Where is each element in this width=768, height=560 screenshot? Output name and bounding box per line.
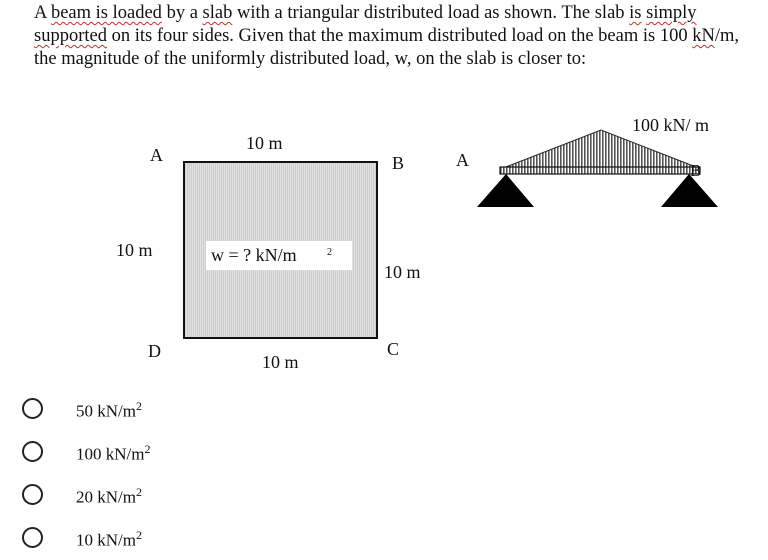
beam-end-a-label: A [456, 150, 469, 170]
slab-load-label: w = ? kN/m [211, 245, 297, 265]
support-a-icon [477, 174, 534, 207]
option-value: 50 kN/m [76, 401, 136, 421]
slab-corner-c-label: C [387, 339, 400, 359]
spellcheck-segment: simply supported [34, 3, 697, 46]
option-10[interactable] [22, 527, 282, 557]
spellcheck-segment: kN [692, 26, 715, 46]
option-label [76, 528, 142, 551]
radio-button-icon[interactable] [22, 484, 43, 505]
slab-corner-a-label: A [150, 145, 163, 165]
slab-right-dimension: 10 m [384, 262, 421, 282]
beam-end-b-label: B [690, 161, 702, 180]
beam-member [500, 167, 700, 174]
slab-left-dimension: 10 m [116, 240, 153, 260]
beam-max-load-label: 100 kN/ m [632, 115, 710, 135]
slab-load-exponent: 2 [327, 247, 332, 258]
option-exponent: 2 [135, 485, 142, 499]
radio-button-icon[interactable] [22, 398, 43, 419]
option-label [76, 399, 142, 422]
option-50[interactable] [22, 398, 282, 428]
radio-button-icon[interactable] [22, 441, 43, 462]
option-label [76, 485, 142, 508]
question-segment: by a [161, 3, 203, 23]
option-value: 20 kN/m [76, 487, 136, 507]
spellcheck-segment: is [629, 3, 642, 23]
question-segment: on its four sides. Given that the maximum distributed load on the beam is 100 [106, 26, 693, 46]
option-value: 10 kN/m [76, 530, 136, 550]
option-exponent: 2 [135, 528, 142, 542]
option-20[interactable] [22, 484, 282, 514]
radio-button-icon[interactable] [22, 527, 43, 548]
option-100[interactable] [22, 441, 282, 471]
slab-corner-b-label: B [392, 153, 405, 173]
question-segment: A [34, 3, 51, 23]
question-segment: with a triangular distributed load as shown. The slab [232, 3, 630, 23]
spellcheck-segment: slab [202, 3, 233, 23]
option-exponent: 2 [144, 442, 151, 456]
triangular-load [506, 130, 696, 167]
slab-corner-d-label: D [148, 341, 161, 361]
slab-top-dimension: 10 m [246, 133, 283, 153]
question-segment: /m, the magnitude of the uniformly distributed load, w, on the slab is closer to: [34, 26, 739, 69]
slab-bottom-dimension: 10 m [262, 352, 299, 372]
slab-load-label-box [206, 241, 352, 270]
spellcheck-segment: beam is loaded [50, 3, 162, 23]
option-exponent: 2 [135, 399, 142, 413]
option-label [76, 442, 150, 465]
option-value: 100 kN/m [76, 444, 145, 464]
